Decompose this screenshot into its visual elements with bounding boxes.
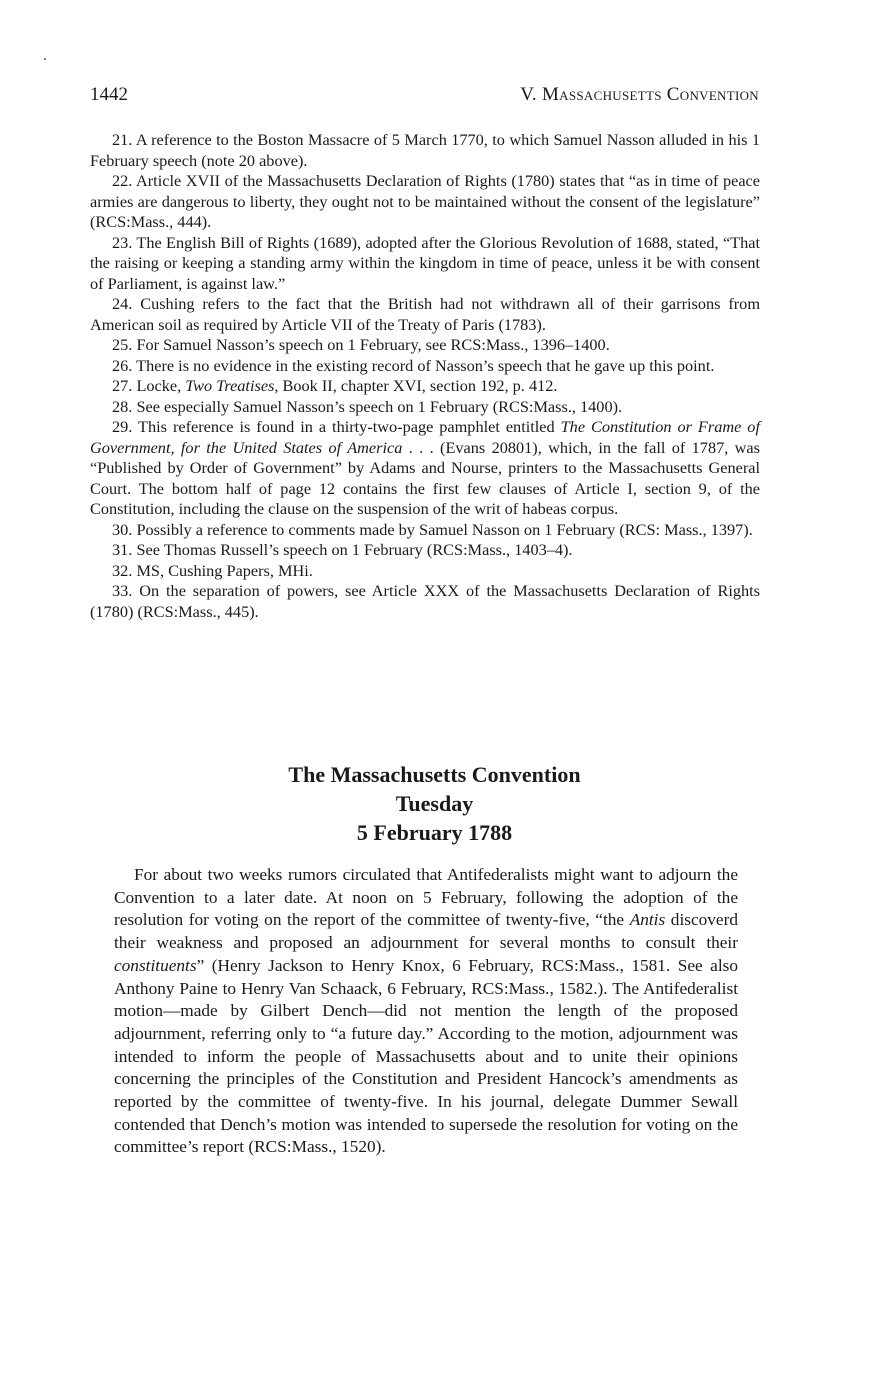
- note-31: 31. See Thomas Russell’s speech on 1 February (RCS:Mass., 1403–4).: [112, 540, 573, 559]
- note-32: 32. MS, Cushing Papers, MHi.: [112, 560, 313, 580]
- section-heading: [0, 760, 869, 847]
- note-25: 25. For Samuel Nasson’s speech on 1 February, see RCS:Mass., 1396–1400.: [112, 335, 610, 354]
- note-33: 33. On the separation of powers, see Article XXX of the Massachusetts Declaration of Rights (1780) (RCS:Mass., 445).: [90, 581, 760, 621]
- note-29: 29. This reference is found in a thirty-two-page pamphlet entitled The Constitution or Frame of Government, for the United States of America . . . (Evans 20801), which, in the fall of 1787, was “Published by Order of Government” by Adams and Nourse, printers to the Massachusetts General Court. The bottom half of page 12 contains the first few clauses of Article I, section 9, of the Constitution, including the clause on the suspension of the writ of habeas corpus.: [90, 417, 760, 518]
- note-22: 22. Article XVII of the Massachusetts Declaration of Rights (1780) states that “as in time of peace armies are dangerous to liberty, they ought not to be maintained without the consent of the legislature” (RCS:Mass., 444).: [90, 171, 761, 231]
- section-title: The Massachusetts Convention: [288, 762, 581, 787]
- speck-mark: [44, 58, 46, 60]
- note-27: 27. Locke, Two Treatises, Book II, chapter XVI, section 192, p. 412.: [112, 376, 558, 395]
- note-26: 26. There is no evidence in the existing record of Nasson’s speech that he gave up this point.: [112, 355, 715, 375]
- page-number: 1442: [90, 84, 128, 105]
- note-30: 30. Possibly a reference to comments made by Samuel Nasson on 1 February (RCS: Mass., 1397).: [112, 519, 753, 539]
- footnotes: [90, 130, 760, 622]
- note-21: 21. A reference to the Boston Massacre of 5 March 1770, to which Samuel Nasson alluded in his 1 February speech (note 20 above).: [90, 130, 761, 170]
- note-24: 24. Cushing refers to the fact that the British had not withdrawn all of their garrisons from American soil as required by Article VII of the Treaty of Paris (1783).: [90, 294, 760, 334]
- page-header: [90, 80, 759, 112]
- section-date: 5 February 1788: [356, 820, 513, 845]
- note-23: 23. The English Bill of Rights (1689), adopted after the Glorious Revolution of 1688, stated, “That the raising or keeping a standing army within the kingdom in time of peace, unless it be with consent of Parliament, is against law.”: [90, 232, 761, 293]
- running-head: V. Massachusetts Convention: [520, 84, 759, 105]
- note-28: 28. See especially Samuel Nasson’s speech on 1 February (RCS:Mass., 1400).: [112, 396, 623, 416]
- section-day: Tuesday: [395, 791, 474, 816]
- body-paragraph: For about two weeks rumors circulated that Antifederalists might want to adjourn the Convention to a later date. At noon on 5 February, following the adoption of the resolution for voting on the report of the committee of twenty-five, “the Antis discoverd their weakness and proposed an adjournment for several months to consult their constituents” (Henry Jackson to Henry Knox, 6 February, RCS:Mass., 1581. See also Anthony Paine to Henry Van Schaack, 6 February, RCS:Mass., 1582.). The Antifederalist motion—made by Gilbert Dench—did not mention the length of the proposed adjournment, referring only to “a future day.” According to the motion, adjournment was intended to inform the people of Massachusetts about and to unite their opinions concerning the principles of the Constitution and President Hancock’s amendments as reported by the committee of twenty-five. In his journal, delegate Dummer Sewall contended that Dench’s motion was intended to supersede the resolution for voting on the committee’s report (RCS:Mass., 1520).: [114, 865, 738, 1157]
